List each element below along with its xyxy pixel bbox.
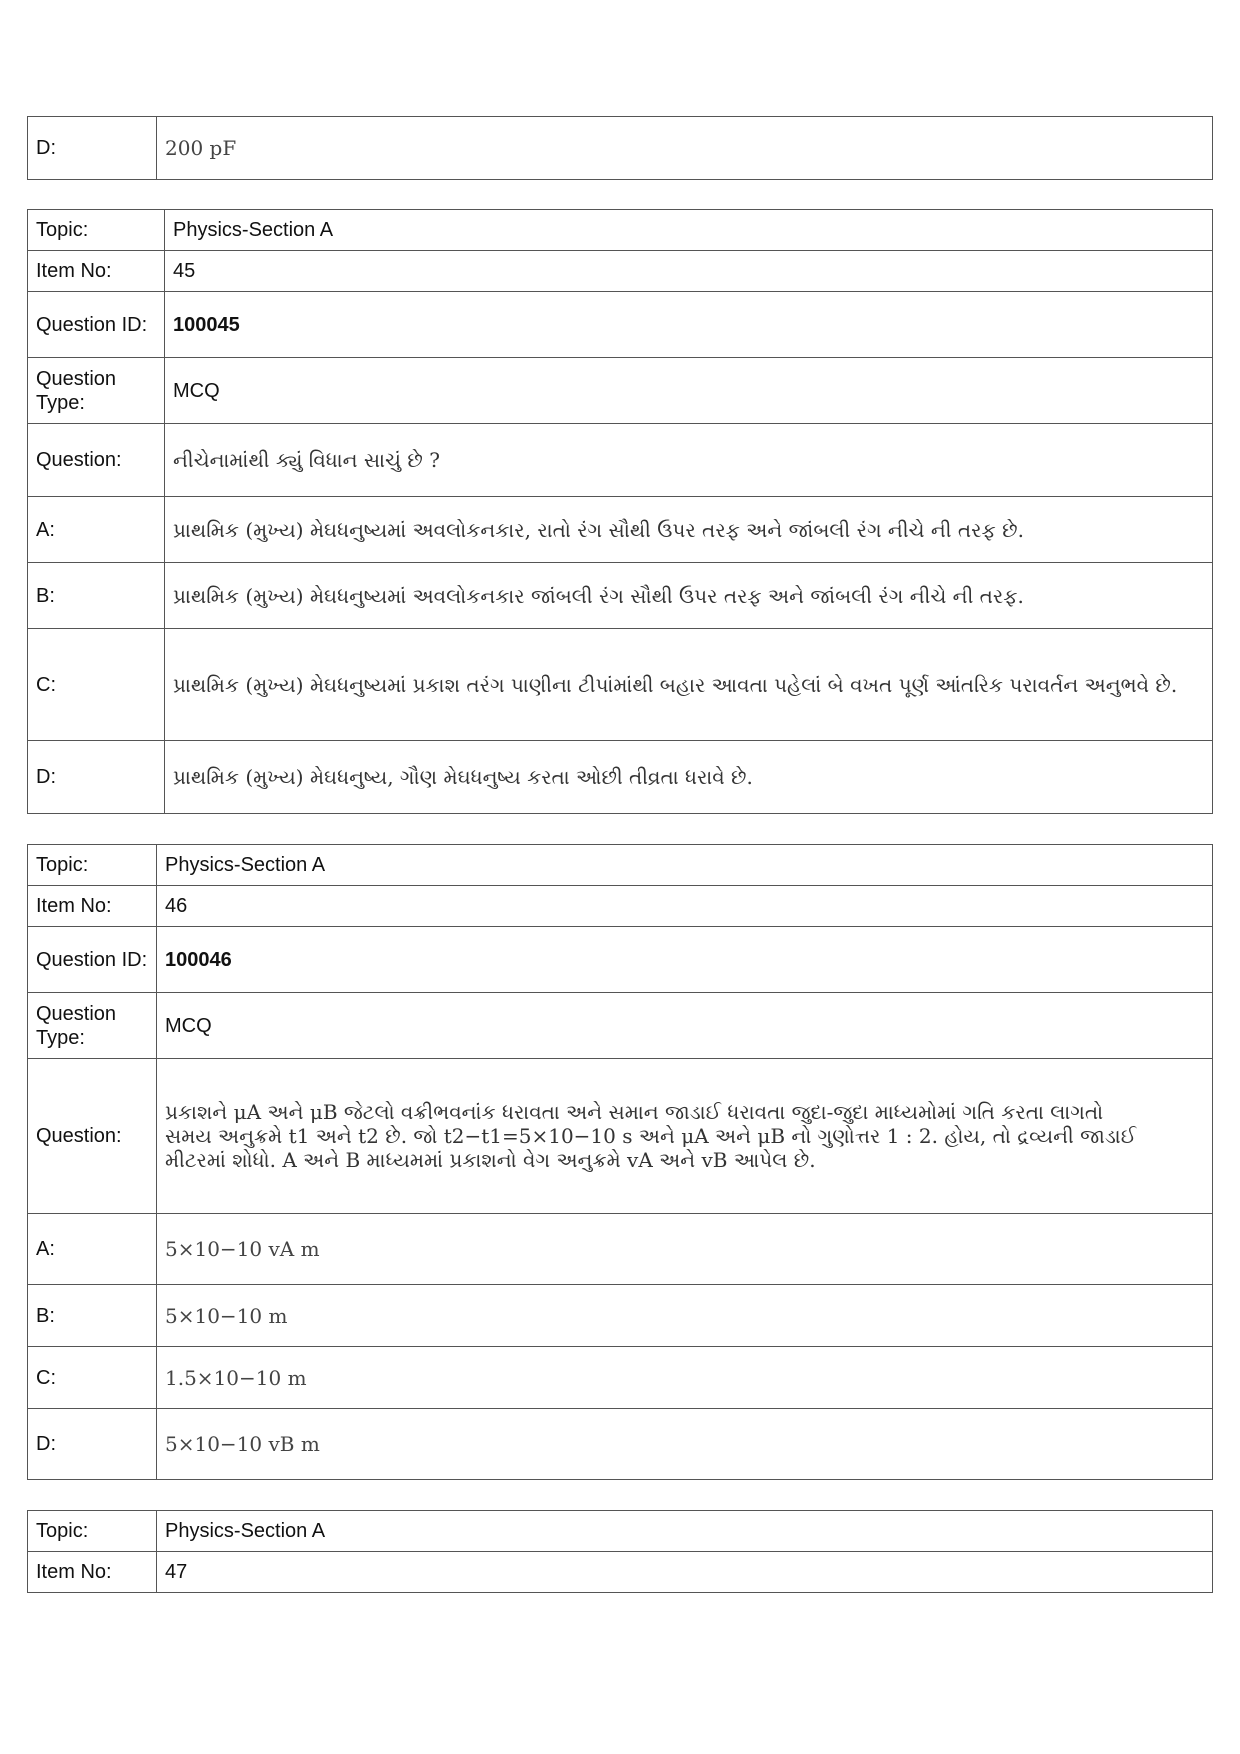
question-id-row [28, 292, 1213, 358]
option-label: A: [28, 497, 165, 563]
question-id-value: 100045 [165, 292, 1213, 358]
question-line: સમય અનુક્રમે t1 અને t2 છે. જો t2−t1=5×10−10 s અને μA અને μB નો ગુણોત્તર 1 : 2. હોય, તો દ્રવ્યની જાડાઈ [165, 1124, 1137, 1148]
option-label: B: [28, 563, 165, 629]
topic-row [28, 845, 1213, 886]
topic-row [28, 1511, 1213, 1552]
item-value: 45 [165, 251, 1213, 292]
option-row [28, 1214, 1213, 1285]
option-label: C: [28, 629, 165, 741]
question-type-row [28, 993, 1213, 1059]
option-c-text: 1.5×10−10 m [157, 1347, 1213, 1409]
question-line: મીટરમાં શોધો. A અને B માધ્યમમાં પ્રકાશનો વેગ અનુક્રમે vA અને vB આપેલ છે. [165, 1148, 816, 1172]
question-id-row [28, 927, 1213, 993]
question-id-value: 100046 [157, 927, 1213, 993]
question-type-label: Question Type: [28, 358, 165, 424]
question-type-row [28, 358, 1213, 424]
item-row [28, 251, 1213, 292]
item-row [28, 1552, 1213, 1593]
option-label: B: [28, 1285, 157, 1347]
question-type-value: MCQ [165, 358, 1213, 424]
option-a-text: 5×10−10 vA m [157, 1214, 1213, 1285]
option-c-text: પ્રાથમિક (મુખ્ય) મેઘધનુષ્યમાં પ્રકાશ તરંગ પાણીના ટીપાંમાંથી બહાર આવતા પહેલાં બે વખત પૂર્ણ આંતરિક પરાવર્તન અનુભવે છે. [165, 629, 1213, 741]
prev-question-tail [27, 116, 1213, 180]
question-line: પ્રકાશને μA અને μB જેટલો વક્રીભવનાંક ધરાવતા અને સમાન જાડાઈ ધરાવતા જુદા-જુદા માધ્યમોમાં ગતિ કરતા લાગતો [165, 1100, 1104, 1124]
question-id-label: Question ID: [28, 292, 165, 358]
option-d-text: પ્રાથમિક (મુખ્ય) મેઘધનુષ્ય, ગૌણ મેઘધનુષ્ય કરતા ઓછી તીવ્રતા ધરાવે છે. [165, 741, 1213, 814]
option-d-text: 5×10−10 vB m [157, 1409, 1213, 1480]
topic-value: Physics-Section A [157, 1511, 1213, 1552]
topic-value: Physics-Section A [157, 845, 1213, 886]
item-label: Item No: [28, 886, 157, 927]
option-row [28, 1409, 1213, 1480]
option-row [28, 741, 1213, 814]
option-value: 200 pF [157, 117, 1213, 180]
item-label: Item No: [28, 251, 165, 292]
item-row [28, 886, 1213, 927]
question-row [28, 424, 1213, 497]
option-row [28, 1285, 1213, 1347]
item-value: 47 [157, 1552, 1213, 1593]
option-row [28, 117, 1213, 180]
option-label: C: [28, 1347, 157, 1409]
question-type-value: MCQ [157, 993, 1213, 1059]
question-card-45 [27, 209, 1213, 814]
question-text [157, 1059, 1213, 1214]
topic-label: Topic: [28, 845, 157, 886]
item-label: Item No: [28, 1552, 157, 1593]
item-value: 46 [157, 886, 1213, 927]
topic-row [28, 210, 1213, 251]
option-label: D: [28, 117, 157, 180]
option-b-text: પ્રાથમિક (મુખ્ય) મેઘધનુષ્યમાં અવલોકનકાર જાંબલી રંગ સૌથી ઉપર તરફ અને જાંબલી રંગ નીચે ની તરફ. [165, 563, 1213, 629]
option-a-text: પ્રાથમિક (મુખ્ય) મેઘધનુષ્યમાં અવલોકનકાર, રાતો રંગ સૌથી ઉપર તરફ અને જાંબલી રંગ નીચે ની તરફ છે. [165, 497, 1213, 563]
topic-label: Topic: [28, 210, 165, 251]
question-text: નીચેનામાંથી ક્યું વિધાન સાચું છે ? [165, 424, 1213, 497]
option-row [28, 629, 1213, 741]
option-label: D: [28, 741, 165, 814]
topic-label: Topic: [28, 1511, 157, 1552]
question-label: Question: [28, 1059, 157, 1214]
option-row [28, 563, 1213, 629]
option-row [28, 497, 1213, 563]
question-label: Question: [28, 424, 165, 497]
question-row [28, 1059, 1213, 1214]
topic-value: Physics-Section A [165, 210, 1213, 251]
option-row [28, 1347, 1213, 1409]
question-card-46 [27, 844, 1213, 1480]
option-label: D: [28, 1409, 157, 1480]
question-type-label: Question Type: [28, 993, 157, 1059]
option-label: A: [28, 1214, 157, 1285]
question-id-label: Question ID: [28, 927, 157, 993]
option-b-text: 5×10−10 m [157, 1285, 1213, 1347]
question-card-47 [27, 1510, 1213, 1593]
